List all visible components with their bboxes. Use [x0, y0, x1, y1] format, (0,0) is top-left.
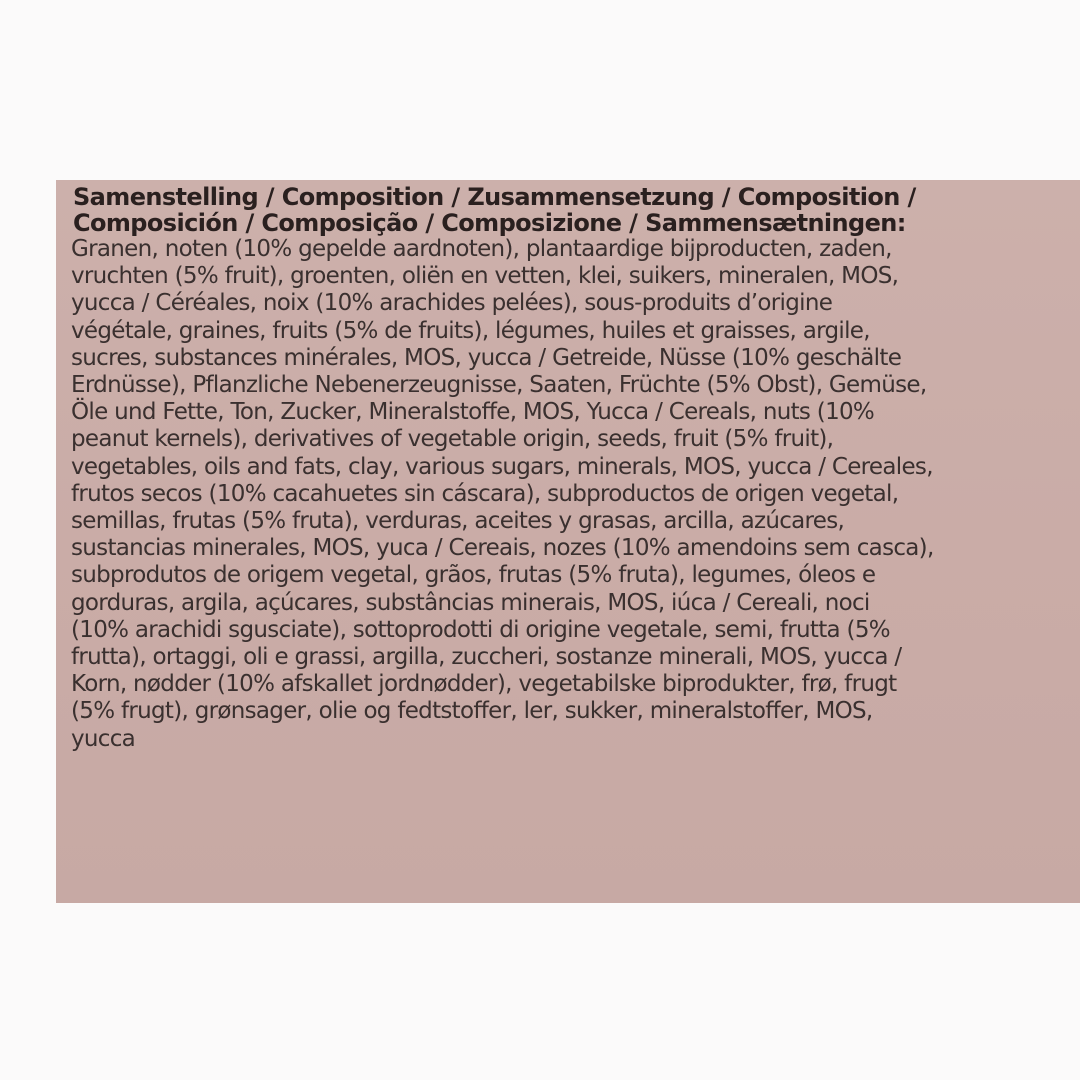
composition-label [56, 180, 1080, 903]
ingredient-line: yucca [71, 725, 136, 752]
ingredient-line: peanut kernels), derivatives of vegetable origin, seeds, fruit (5% fruit), [71, 426, 834, 453]
ingredient-line: (10% arachidi sgusciate), sottoprodotti di origine vegetale, semi, frutta (5% [71, 616, 890, 643]
ingredient-line: semillas, frutas (5% fruta), verduras, aceites y grasas, arcilla, azúcares, [71, 508, 845, 535]
ingredient-line: (5% frugt), grønsager, olie og fedtstoffer, ler, sukker, mineralstoffer, MOS, [71, 698, 873, 725]
ingredient-line: Granen, noten (10% gepelde aardnoten), plantaardige bijproducten, zaden, [71, 236, 892, 262]
ingredient-line: sucres, substances minérales, MOS, yucca / Getreide, Nüsse (10% geschälte [71, 344, 902, 371]
ingredient-line: sustancias minerales, MOS, yuca / Cereais, nozes (10% amendoins sem casca), [71, 535, 934, 562]
heading-line: Composición / Composição / Composizione / Sammensætningen: [73, 209, 906, 237]
ingredient-line: Korn, nødder (10% afskallet jordnødder), vegetabilske biprodukter, frø, frugt [71, 671, 897, 698]
heading-line: Samenstelling / Composition / Zusammensetzung / Composition / [73, 183, 916, 211]
ingredient-line: Erdnüsse), Pflanzliche Nebenerzeugnisse, Saaten, Früchte (5% Obst), Gemüse, [71, 372, 927, 399]
composition-heading [73, 184, 1073, 236]
ingredient-line: gorduras, argila, açúcares, substâncias minerais, MOS, iúca / Cereali, noci [71, 589, 870, 616]
ingredient-line: subprodutos de origem vegetal, grãos, frutas (5% fruta), legumes, óleos e [71, 562, 876, 589]
ingredient-line: vruchten (5% fruit), groenten, oliën en vetten, klei, suikers, mineralen, MOS, [71, 263, 899, 290]
ingredient-line: végétale, graines, fruits (5% de fruits), légumes, huiles et graisses, argile, [71, 317, 870, 344]
ingredient-line: vegetables, oils and fats, clay, various sugars, minerals, MOS, yucca / Cereales, [71, 453, 933, 480]
ingredient-line: frutos secos (10% cacahuetes sin cáscara), subproductos de origen vegetal, [71, 480, 899, 507]
ingredient-line: yucca / Céréales, noix (10% arachides pelées), sous-produits d’origine [71, 290, 833, 317]
ingredient-line: Öle und Fette, Ton, Zucker, Mineralstoffe, MOS, Yucca / Cereals, nuts (10% [71, 399, 875, 426]
ingredient-list [71, 236, 1076, 753]
ingredient-line: frutta), ortaggi, oli e grassi, argilla, zuccheri, sostanze minerali, MOS, yucca / [71, 644, 902, 671]
